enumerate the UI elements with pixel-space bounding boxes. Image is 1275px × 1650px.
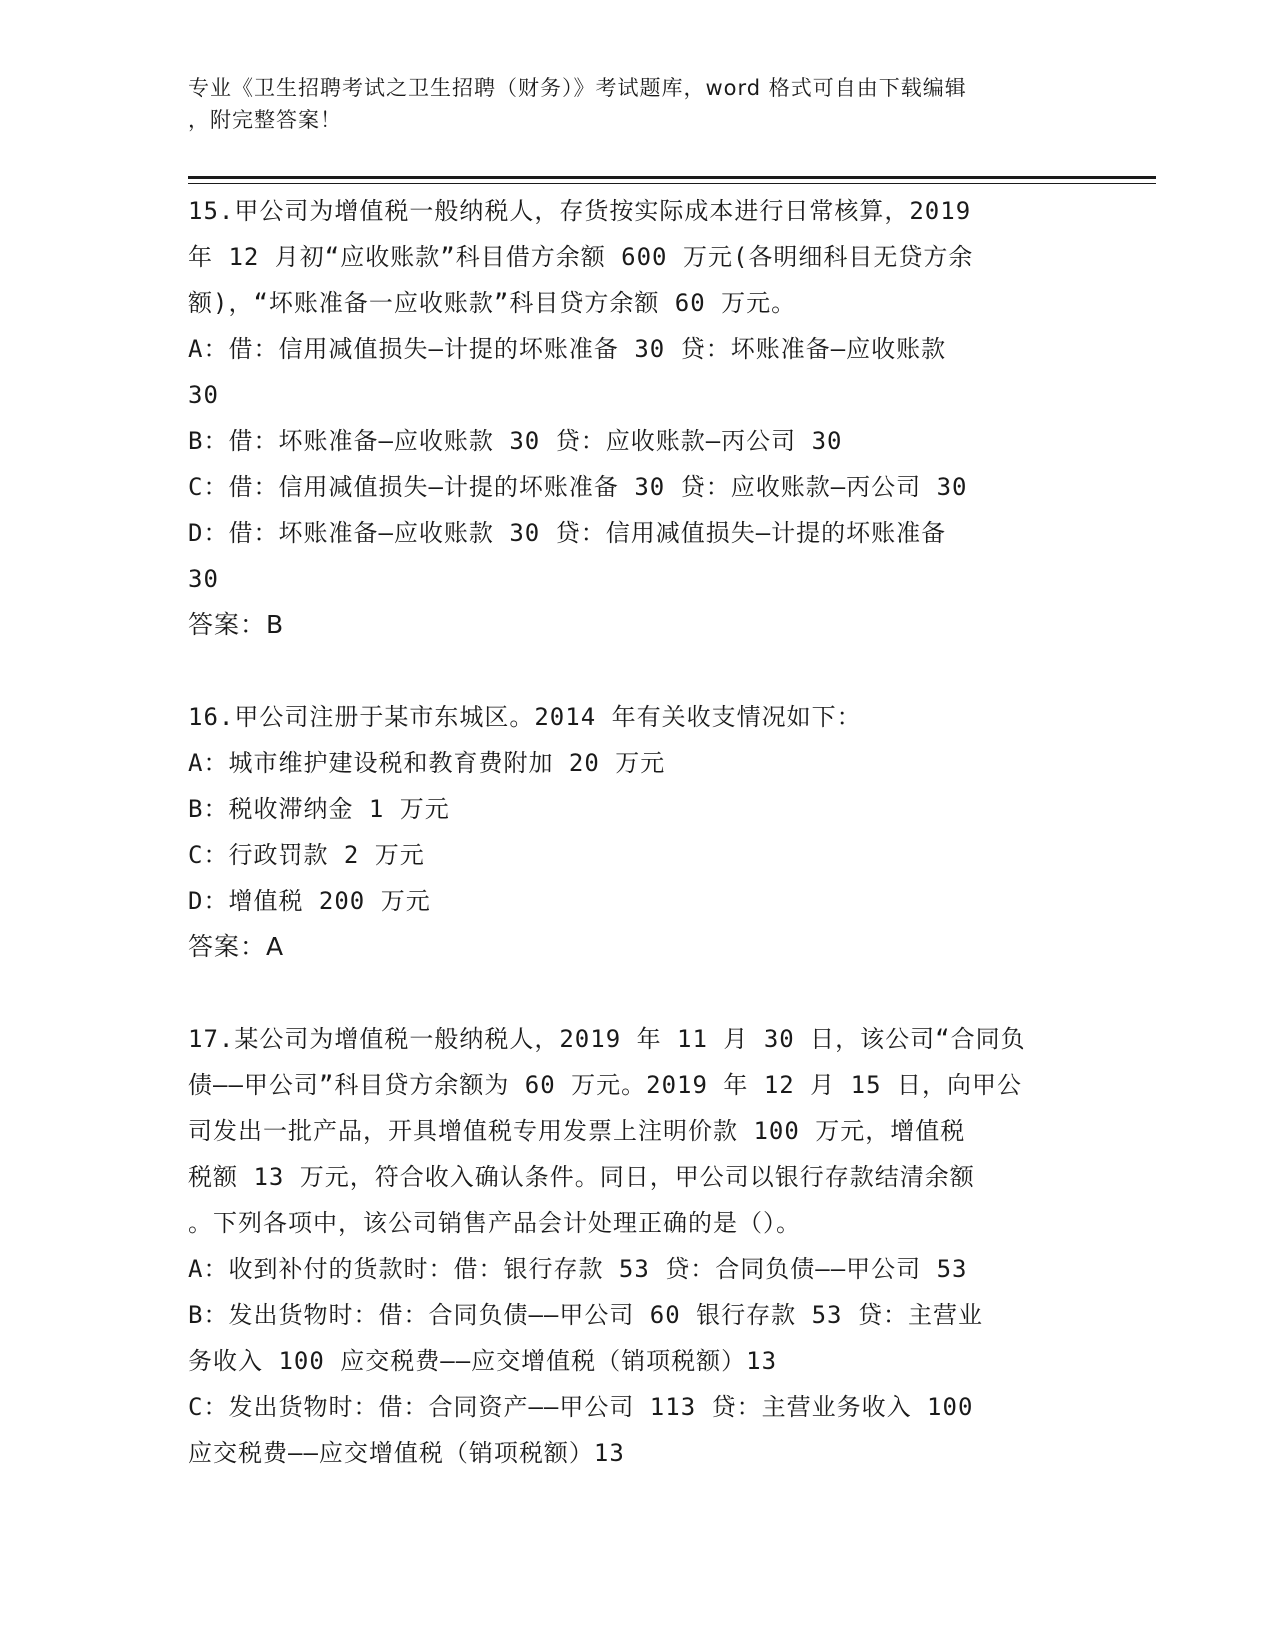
option-c: C：借：信用减值损失—计提的坏账准备 30 贷：应收账款—丙公司 30 xyxy=(188,473,968,501)
question-spacer xyxy=(188,970,1088,1016)
option-d-continued: 30 xyxy=(188,565,219,593)
document-header xyxy=(188,72,1068,136)
question-text-line: 年 12 月初“应收账款”科目借方余额 600 万元(各明细科目无贷方余 xyxy=(188,243,974,271)
option-c-continued: 应交税费——应交增值税（销项税额）13 xyxy=(188,1439,625,1467)
option-a: A：城市维护建设税和教育费附加 20 万元 xyxy=(188,749,666,777)
question-17 xyxy=(188,1016,1088,1476)
option-b: B：发出货物时：借：合同负债——甲公司 60 银行存款 53 贷：主营业 xyxy=(188,1301,983,1329)
question-text-line: 额)，“坏账准备一应收账款”科目贷方余额 60 万元。 xyxy=(188,289,797,317)
option-a-continued: 30 xyxy=(188,381,219,409)
question-text-line: 15.甲公司为增值税一般纳税人，存货按实际成本进行日常核算，2019 xyxy=(188,197,972,225)
question-16 xyxy=(188,694,1088,970)
question-text-line: 税额 13 万元，符合收入确认条件。同日，甲公司以银行存款结清余额 xyxy=(188,1163,975,1191)
question-15 xyxy=(188,188,1088,648)
answer-label: 答案：B xyxy=(188,610,285,639)
header-line-1: 专业《卫生招聘考试之卫生招聘（财务）》考试题库，word 格式可自由下载编辑 xyxy=(188,76,967,100)
question-text-line: 司发出一批产品，开具增值税专用发票上注明价款 100 万元，增值税 xyxy=(188,1117,966,1145)
option-c: C：行政罚款 2 万元 xyxy=(188,841,425,869)
option-d: D：借：坏账准备—应收账款 30 贷：信用减值损失—计提的坏账准备 xyxy=(188,519,947,547)
question-text-line: 。下列各项中，该公司销售产品会计处理正确的是（）。 xyxy=(188,1209,801,1237)
question-text-line: 17.某公司为增值税一般纳税人，2019 年 11 月 30 日，该公司“合同负 xyxy=(188,1025,1026,1053)
question-text-line: 16.甲公司注册于某市东城区。2014 年有关收支情况如下： xyxy=(188,703,862,731)
header-divider-thick xyxy=(188,176,1156,179)
option-b: B：借：坏账准备—应收账款 30 贷：应收账款—丙公司 30 xyxy=(188,427,843,455)
option-b: B：税收滞纳金 1 万元 xyxy=(188,795,450,823)
option-c: C：发出货物时：借：合同资产——甲公司 113 贷：主营业务收入 100 xyxy=(188,1393,974,1421)
question-list xyxy=(188,188,1088,1476)
question-spacer xyxy=(188,648,1088,694)
answer-label: 答案：A xyxy=(188,932,285,961)
header-line-2: ，附完整答案！ xyxy=(188,108,342,132)
option-d: D：增值税 200 万元 xyxy=(188,887,431,915)
option-b-continued: 务收入 100 应交税费——应交增值税（销项税额）13 xyxy=(188,1347,778,1375)
question-text-line: 债——甲公司”科目贷方余额为 60 万元。2019 年 12 月 15 日，向甲公 xyxy=(188,1071,1022,1099)
option-a: A：收到补付的货款时：借：银行存款 53 贷：合同负债——甲公司 53 xyxy=(188,1255,968,1283)
header-divider-thin xyxy=(188,183,1156,184)
option-a: A：借：信用减值损失—计提的坏账准备 30 贷：坏账准备—应收账款 xyxy=(188,335,947,363)
